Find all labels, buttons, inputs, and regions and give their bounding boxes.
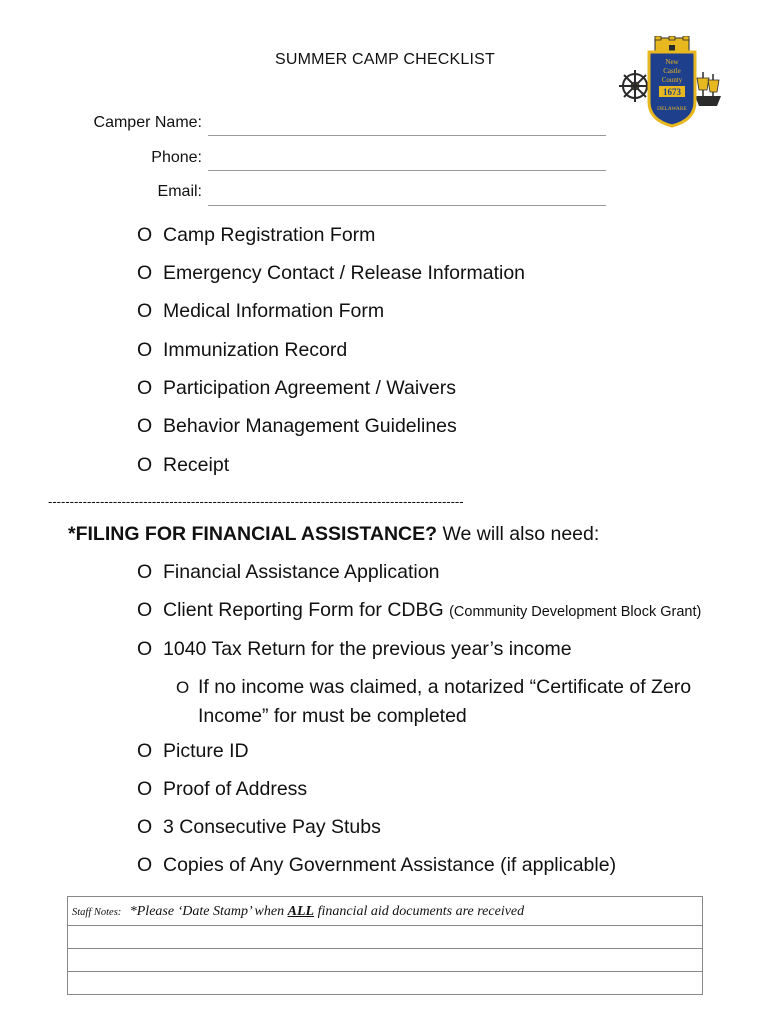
checkbox-circle-icon[interactable]: O xyxy=(137,638,153,660)
checklist-item[interactable]: O Immunization Record xyxy=(137,339,348,361)
checkbox-circle-icon[interactable]: O xyxy=(137,377,153,399)
financial-sub-item[interactable]: O If no income was claimed, a notarized “Certificate of Zero Income” for must be completed xyxy=(176,676,692,727)
financial-item[interactable]: O 3 Consecutive Pay Stubs xyxy=(137,816,381,838)
seal-year: 1673 xyxy=(663,87,681,97)
checkbox-circle-icon[interactable]: O xyxy=(137,778,153,800)
staff-notes-row[interactable] xyxy=(68,972,703,995)
staff-notes-row[interactable] xyxy=(68,949,703,972)
ship-icon xyxy=(695,72,721,106)
checkbox-circle-icon[interactable]: O xyxy=(137,300,153,322)
page-title: SUMMER CAMP CHECKLIST xyxy=(275,51,495,68)
checkbox-circle-icon[interactable]: O xyxy=(137,339,153,361)
staff-notes-label: Staff Notes: xyxy=(72,907,122,918)
email-field[interactable] xyxy=(208,205,606,206)
camper-name-label: Camper Name: xyxy=(93,114,202,131)
checkbox-circle-icon[interactable]: O xyxy=(137,262,153,284)
camper-name-field[interactable] xyxy=(208,135,606,136)
staff-notes-header-cell xyxy=(68,897,703,926)
staff-notes-instruction: *Please ‘Date Stamp’ when ALL financial aid documents are received xyxy=(129,904,525,919)
ship-wheel-icon xyxy=(619,70,651,102)
seal-state: DELAWARE xyxy=(657,106,687,112)
seal-text: Castle xyxy=(663,67,681,75)
phone-label: Phone: xyxy=(151,149,202,166)
phone-field[interactable] xyxy=(208,170,606,171)
financial-item[interactable]: O Proof of Address xyxy=(137,778,308,800)
email-label: Email: xyxy=(157,183,202,200)
checklist-item[interactable]: O Participation Agreement / Waivers xyxy=(137,377,456,399)
checkbox-circle-icon[interactable]: O xyxy=(137,854,153,876)
financial-heading: *FILING FOR FINANCIAL ASSISTANCE? We will also need: xyxy=(68,523,600,545)
financial-item[interactable]: O Picture ID xyxy=(137,740,249,762)
checklist-item[interactable]: O Medical Information Form xyxy=(137,300,385,322)
checkbox-circle-icon[interactable]: O xyxy=(137,224,153,246)
seal-text: New xyxy=(665,58,679,66)
seal-text: County xyxy=(661,76,683,84)
staff-notes-header-row xyxy=(68,897,703,926)
checkbox-circle-icon[interactable]: O xyxy=(137,816,153,838)
checklist-item[interactable]: O Receipt xyxy=(137,454,230,476)
checkbox-circle-icon[interactable]: O xyxy=(137,740,153,762)
checklist-item[interactable]: O Camp Registration Form xyxy=(137,224,376,246)
section-divider: ------------------------------------------------------------------------------------------------ xyxy=(48,494,464,509)
checkbox-circle-icon[interactable]: O xyxy=(176,678,190,697)
staff-notes-row[interactable] xyxy=(68,926,703,949)
financial-item[interactable]: O Copies of Any Government Assistance (if applicable) xyxy=(137,854,617,876)
checkbox-circle-icon[interactable]: O xyxy=(137,454,153,476)
county-seal-logo xyxy=(617,36,727,128)
checkbox-circle-icon[interactable]: O xyxy=(137,561,153,583)
checklist-item[interactable]: O Behavior Management Guidelines xyxy=(137,415,457,437)
checkbox-circle-icon[interactable]: O xyxy=(137,599,153,621)
checkbox-circle-icon[interactable]: O xyxy=(137,415,153,437)
financial-item[interactable]: O 1040 Tax Return for the previous year’s income xyxy=(137,638,572,660)
financial-item[interactable]: O Client Reporting Form for CDBG (Community Development Block Grant) xyxy=(137,599,702,621)
staff-notes-table xyxy=(67,896,703,995)
checklist-item[interactable]: O Emergency Contact / Release Information xyxy=(137,262,526,284)
financial-item[interactable]: O Financial Assistance Application xyxy=(137,561,440,583)
castle-icon xyxy=(655,36,689,52)
